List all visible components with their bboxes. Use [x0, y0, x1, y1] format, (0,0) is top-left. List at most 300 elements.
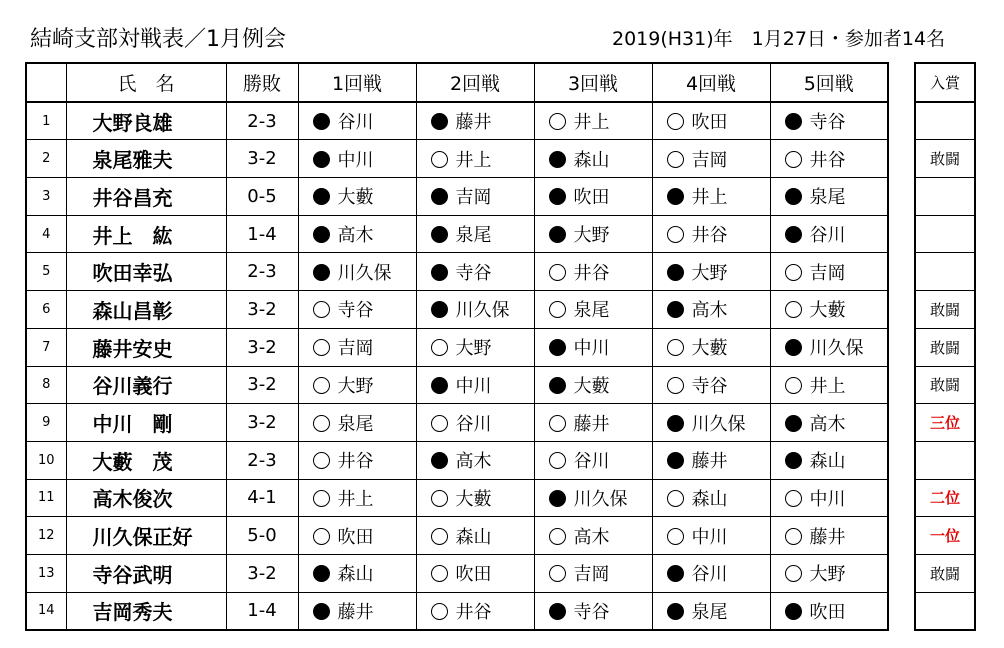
- table-row: [26, 479, 888, 517]
- black-circle-icon: [667, 264, 684, 281]
- opponent-name: 川久保: [809, 338, 864, 360]
- opponent-name: 寺谷: [691, 375, 728, 397]
- white-circle-icon: [313, 415, 330, 432]
- black-circle-icon: [431, 452, 448, 469]
- round-4-result: [652, 554, 770, 592]
- black-circle-icon: [667, 188, 684, 205]
- white-circle-icon: [667, 339, 684, 356]
- round-5-result: [770, 592, 888, 630]
- round-3-result: [534, 253, 652, 291]
- round-1-result: [298, 215, 416, 253]
- opponent-name: 高木: [691, 300, 728, 322]
- win-loss-score: 2-3: [226, 102, 298, 140]
- opponent-name: 川久保: [455, 300, 510, 322]
- opponent-name: 吹田: [455, 564, 492, 586]
- round-2-result: [416, 517, 534, 555]
- black-circle-icon: [785, 113, 802, 130]
- award-cell: [915, 592, 975, 630]
- player-name: 大藪 茂: [66, 441, 226, 479]
- player-name: 井上 紘: [66, 215, 226, 253]
- table-row: [26, 253, 888, 291]
- round-1-result: [298, 253, 416, 291]
- round-3-result: [534, 479, 652, 517]
- round-5-result: [770, 517, 888, 555]
- black-circle-icon: [549, 151, 566, 168]
- round-3-result: [534, 517, 652, 555]
- header-award: 入賞: [915, 63, 975, 102]
- black-circle-icon: [313, 188, 330, 205]
- award-cell: 一位: [915, 517, 975, 555]
- round-1-result: [298, 441, 416, 479]
- opponent-name: 井上: [573, 112, 610, 134]
- round-5-result: [770, 328, 888, 366]
- white-circle-icon: [785, 565, 802, 582]
- round-3-result: [534, 554, 652, 592]
- opponent-name: 谷川: [337, 112, 374, 134]
- black-circle-icon: [667, 301, 684, 318]
- row-number: 8: [26, 366, 66, 404]
- award-cell: [915, 441, 975, 479]
- opponent-name: 泉尾: [337, 413, 374, 435]
- header-row: [26, 63, 888, 102]
- black-circle-icon: [785, 452, 802, 469]
- header-score: 勝敗: [226, 63, 298, 102]
- award-row: [915, 291, 975, 329]
- opponent-name: 森山: [809, 451, 846, 473]
- black-circle-icon: [785, 415, 802, 432]
- black-circle-icon: [431, 226, 448, 243]
- opponent-name: 森山: [691, 488, 728, 510]
- win-loss-score: 3-2: [226, 554, 298, 592]
- player-name: 中川 剛: [66, 404, 226, 442]
- round-1-result: [298, 404, 416, 442]
- award-row: [915, 366, 975, 404]
- white-circle-icon: [667, 377, 684, 394]
- header-name: 氏 名: [66, 63, 226, 102]
- opponent-name: 藤井: [691, 451, 728, 473]
- opponent-name: 大藪: [691, 338, 728, 360]
- header-round-5: 5回戦: [770, 63, 888, 102]
- white-circle-icon: [549, 301, 566, 318]
- white-circle-icon: [549, 415, 566, 432]
- white-circle-icon: [313, 339, 330, 356]
- table-row: [26, 366, 888, 404]
- award-row: [915, 178, 975, 216]
- white-circle-icon: [667, 528, 684, 545]
- win-loss-score: 2-3: [226, 253, 298, 291]
- opponent-name: 川久保: [573, 488, 628, 510]
- black-circle-icon: [549, 603, 566, 620]
- award-row: [915, 102, 975, 140]
- white-circle-icon: [785, 528, 802, 545]
- round-2-result: [416, 140, 534, 178]
- award-cell: [915, 253, 975, 291]
- round-5-result: [770, 441, 888, 479]
- round-3-result: [534, 140, 652, 178]
- round-1-result: [298, 366, 416, 404]
- round-4-result: [652, 517, 770, 555]
- round-3-result: [534, 328, 652, 366]
- round-4-result: [652, 140, 770, 178]
- header-round-3: 3回戦: [534, 63, 652, 102]
- row-number: 11: [26, 479, 66, 517]
- opponent-name: 大藪: [573, 375, 610, 397]
- opponent-name: 寺谷: [809, 112, 846, 134]
- opponent-name: 泉尾: [809, 187, 846, 209]
- white-circle-icon: [667, 151, 684, 168]
- opponent-name: 中川: [809, 488, 846, 510]
- table-row: [26, 441, 888, 479]
- win-loss-score: 0-5: [226, 178, 298, 216]
- opponent-name: 大藪: [809, 300, 846, 322]
- white-circle-icon: [313, 528, 330, 545]
- opponent-name: 高木: [809, 413, 846, 435]
- opponent-name: 森山: [455, 526, 492, 548]
- round-2-result: [416, 592, 534, 630]
- black-circle-icon: [549, 377, 566, 394]
- row-number: 2: [26, 140, 66, 178]
- opponent-name: 大野: [691, 262, 728, 284]
- black-circle-icon: [785, 339, 802, 356]
- player-name: 吉岡秀夫: [66, 592, 226, 630]
- round-2-result: [416, 178, 534, 216]
- opponent-name: 藤井: [337, 601, 374, 623]
- round-3-result: [534, 215, 652, 253]
- opponent-name: 井谷: [455, 601, 492, 623]
- black-circle-icon: [431, 301, 448, 318]
- round-3-result: [534, 291, 652, 329]
- round-5-result: [770, 253, 888, 291]
- opponent-name: 寺谷: [337, 300, 374, 322]
- black-circle-icon: [431, 264, 448, 281]
- round-4-result: [652, 178, 770, 216]
- opponent-name: 井上: [809, 375, 846, 397]
- black-circle-icon: [313, 113, 330, 130]
- opponent-name: 森山: [573, 149, 610, 171]
- opponent-name: 大藪: [455, 488, 492, 510]
- round-2-result: [416, 291, 534, 329]
- white-circle-icon: [785, 490, 802, 507]
- white-circle-icon: [785, 377, 802, 394]
- black-circle-icon: [785, 188, 802, 205]
- white-circle-icon: [785, 301, 802, 318]
- round-1-result: [298, 592, 416, 630]
- round-5-result: [770, 178, 888, 216]
- player-name: 藤井安史: [66, 328, 226, 366]
- opponent-name: 高木: [573, 526, 610, 548]
- opponent-name: 高木: [337, 225, 374, 247]
- opponent-name: 谷川: [809, 225, 846, 247]
- table-row: [26, 554, 888, 592]
- row-number: 14: [26, 592, 66, 630]
- round-3-result: [534, 102, 652, 140]
- table-row: [26, 328, 888, 366]
- award-row: [915, 592, 975, 630]
- opponent-name: 藤井: [455, 112, 492, 134]
- table-row: [26, 140, 888, 178]
- header-round-1: 1回戦: [298, 63, 416, 102]
- opponent-name: 井谷: [573, 262, 610, 284]
- row-number: 12: [26, 517, 66, 555]
- win-loss-score: 1-4: [226, 215, 298, 253]
- round-2-result: [416, 253, 534, 291]
- round-2-result: [416, 479, 534, 517]
- opponent-name: 吉岡: [455, 187, 492, 209]
- row-number: 9: [26, 404, 66, 442]
- win-loss-score: 3-2: [226, 291, 298, 329]
- opponent-name: 大野: [455, 338, 492, 360]
- black-circle-icon: [431, 377, 448, 394]
- row-number: 1: [26, 102, 66, 140]
- award-row: [915, 253, 975, 291]
- page-title: 結崎支部対戦表／1月例会: [30, 27, 286, 52]
- award-row: [915, 479, 975, 517]
- opponent-name: 井上: [691, 187, 728, 209]
- round-4-result: [652, 253, 770, 291]
- player-name: 井谷昌充: [66, 178, 226, 216]
- opponent-name: 吹田: [809, 601, 846, 623]
- round-4-result: [652, 291, 770, 329]
- round-5-result: [770, 554, 888, 592]
- table-row: [26, 517, 888, 555]
- player-name: 寺谷武明: [66, 554, 226, 592]
- round-1-result: [298, 178, 416, 216]
- award-row: [915, 441, 975, 479]
- round-1-result: [298, 479, 416, 517]
- black-circle-icon: [313, 565, 330, 582]
- round-3-result: [534, 592, 652, 630]
- opponent-name: 大藪: [337, 187, 374, 209]
- round-3-result: [534, 404, 652, 442]
- opponent-name: 井上: [337, 488, 374, 510]
- award-cell: 敢闘: [915, 140, 975, 178]
- round-4-result: [652, 404, 770, 442]
- player-name: 谷川義行: [66, 366, 226, 404]
- table-row: [26, 291, 888, 329]
- table-row: [26, 592, 888, 630]
- opponent-name: 谷川: [573, 451, 610, 473]
- round-2-result: [416, 102, 534, 140]
- round-1-result: [298, 140, 416, 178]
- white-circle-icon: [549, 113, 566, 130]
- round-3-result: [534, 366, 652, 404]
- row-number: 3: [26, 178, 66, 216]
- opponent-name: 井谷: [809, 149, 846, 171]
- award-cell: 三位: [915, 404, 975, 442]
- player-name: 川久保正好: [66, 517, 226, 555]
- round-4-result: [652, 366, 770, 404]
- round-2-result: [416, 328, 534, 366]
- round-4-result: [652, 479, 770, 517]
- award-cell: 敢闘: [915, 291, 975, 329]
- round-5-result: [770, 479, 888, 517]
- win-loss-score: 5-0: [226, 517, 298, 555]
- black-circle-icon: [667, 415, 684, 432]
- opponent-name: 井上: [455, 149, 492, 171]
- white-circle-icon: [431, 151, 448, 168]
- row-number: 13: [26, 554, 66, 592]
- opponent-name: 川久保: [691, 413, 746, 435]
- opponent-name: 泉尾: [691, 601, 728, 623]
- black-circle-icon: [313, 264, 330, 281]
- award-row: [915, 554, 975, 592]
- award-cell: 敢闘: [915, 554, 975, 592]
- round-4-result: [652, 328, 770, 366]
- opponent-name: 中川: [337, 149, 374, 171]
- white-circle-icon: [549, 528, 566, 545]
- opponent-name: 吉岡: [573, 564, 610, 586]
- opponent-name: 井谷: [337, 451, 374, 473]
- white-circle-icon: [785, 264, 802, 281]
- round-1-result: [298, 328, 416, 366]
- white-circle-icon: [431, 490, 448, 507]
- white-circle-icon: [785, 151, 802, 168]
- round-5-result: [770, 404, 888, 442]
- table-row: [26, 102, 888, 140]
- white-circle-icon: [313, 301, 330, 318]
- round-5-result: [770, 102, 888, 140]
- award-cell: 敢闘: [915, 328, 975, 366]
- round-5-result: [770, 366, 888, 404]
- black-circle-icon: [549, 226, 566, 243]
- round-2-result: [416, 215, 534, 253]
- white-circle-icon: [431, 528, 448, 545]
- opponent-name: 中川: [573, 338, 610, 360]
- award-row: [915, 215, 975, 253]
- white-circle-icon: [431, 603, 448, 620]
- player-name: 高木俊次: [66, 479, 226, 517]
- round-2-result: [416, 366, 534, 404]
- table-row: [26, 404, 888, 442]
- white-circle-icon: [313, 377, 330, 394]
- black-circle-icon: [549, 188, 566, 205]
- player-name: 大野良雄: [66, 102, 226, 140]
- opponent-name: 藤井: [809, 526, 846, 548]
- header-round-4: 4回戦: [652, 63, 770, 102]
- player-name: 吹田幸弘: [66, 253, 226, 291]
- award-cell: 敢闘: [915, 366, 975, 404]
- results-table: [25, 62, 889, 631]
- event-info: 2019(H31)年 1月27日・参加者14名: [612, 28, 946, 50]
- white-circle-icon: [549, 452, 566, 469]
- black-circle-icon: [549, 490, 566, 507]
- white-circle-icon: [431, 415, 448, 432]
- round-4-result: [652, 215, 770, 253]
- opponent-name: 森山: [337, 564, 374, 586]
- opponent-name: 泉尾: [455, 225, 492, 247]
- white-circle-icon: [667, 113, 684, 130]
- round-4-result: [652, 441, 770, 479]
- black-circle-icon: [785, 603, 802, 620]
- win-loss-score: 3-2: [226, 366, 298, 404]
- win-loss-score: 3-2: [226, 404, 298, 442]
- white-circle-icon: [549, 565, 566, 582]
- black-circle-icon: [549, 339, 566, 356]
- player-name: 森山昌彰: [66, 291, 226, 329]
- opponent-name: 中川: [691, 526, 728, 548]
- award-row: [915, 328, 975, 366]
- win-loss-score: 1-4: [226, 592, 298, 630]
- white-circle-icon: [431, 339, 448, 356]
- opponent-name: 川久保: [337, 262, 392, 284]
- round-3-result: [534, 441, 652, 479]
- award-cell: 二位: [915, 479, 975, 517]
- round-3-result: [534, 178, 652, 216]
- white-circle-icon: [549, 264, 566, 281]
- row-number: 4: [26, 215, 66, 253]
- round-2-result: [416, 554, 534, 592]
- opponent-name: 高木: [455, 451, 492, 473]
- player-name: 泉尾雅夫: [66, 140, 226, 178]
- header-round-2: 2回戦: [416, 63, 534, 102]
- round-2-result: [416, 441, 534, 479]
- round-4-result: [652, 102, 770, 140]
- black-circle-icon: [313, 603, 330, 620]
- award-cell: [915, 215, 975, 253]
- win-loss-score: 2-3: [226, 441, 298, 479]
- round-1-result: [298, 102, 416, 140]
- row-number: 10: [26, 441, 66, 479]
- opponent-name: 吹田: [337, 526, 374, 548]
- opponent-name: 吉岡: [809, 262, 846, 284]
- win-loss-score: 3-2: [226, 140, 298, 178]
- table-row: [26, 215, 888, 253]
- opponent-name: 吉岡: [691, 149, 728, 171]
- round-1-result: [298, 517, 416, 555]
- award-row: [915, 140, 975, 178]
- win-loss-score: 3-2: [226, 328, 298, 366]
- round-1-result: [298, 554, 416, 592]
- opponent-name: 吉岡: [337, 338, 374, 360]
- black-circle-icon: [667, 603, 684, 620]
- award-row: [915, 517, 975, 555]
- black-circle-icon: [785, 226, 802, 243]
- win-loss-score: 4-1: [226, 479, 298, 517]
- opponent-name: 大野: [573, 225, 610, 247]
- table-row: [26, 178, 888, 216]
- black-circle-icon: [313, 151, 330, 168]
- white-circle-icon: [313, 452, 330, 469]
- opponent-name: 谷川: [691, 564, 728, 586]
- opponent-name: 吹田: [573, 187, 610, 209]
- round-1-result: [298, 291, 416, 329]
- round-2-result: [416, 404, 534, 442]
- opponent-name: 藤井: [573, 413, 610, 435]
- black-circle-icon: [667, 452, 684, 469]
- round-5-result: [770, 215, 888, 253]
- black-circle-icon: [313, 226, 330, 243]
- opponent-name: 大野: [337, 375, 374, 397]
- header-number: [26, 63, 66, 102]
- row-number: 6: [26, 291, 66, 329]
- white-circle-icon: [667, 226, 684, 243]
- round-5-result: [770, 140, 888, 178]
- award-row: [915, 404, 975, 442]
- opponent-name: 泉尾: [573, 300, 610, 322]
- white-circle-icon: [667, 490, 684, 507]
- white-circle-icon: [313, 490, 330, 507]
- opponent-name: 吹田: [691, 112, 728, 134]
- black-circle-icon: [431, 188, 448, 205]
- opponent-name: 谷川: [455, 413, 492, 435]
- opponent-name: 寺谷: [455, 262, 492, 284]
- white-circle-icon: [431, 565, 448, 582]
- opponent-name: 大野: [809, 564, 846, 586]
- black-circle-icon: [667, 565, 684, 582]
- row-number: 5: [26, 253, 66, 291]
- opponent-name: 中川: [455, 375, 492, 397]
- black-circle-icon: [431, 113, 448, 130]
